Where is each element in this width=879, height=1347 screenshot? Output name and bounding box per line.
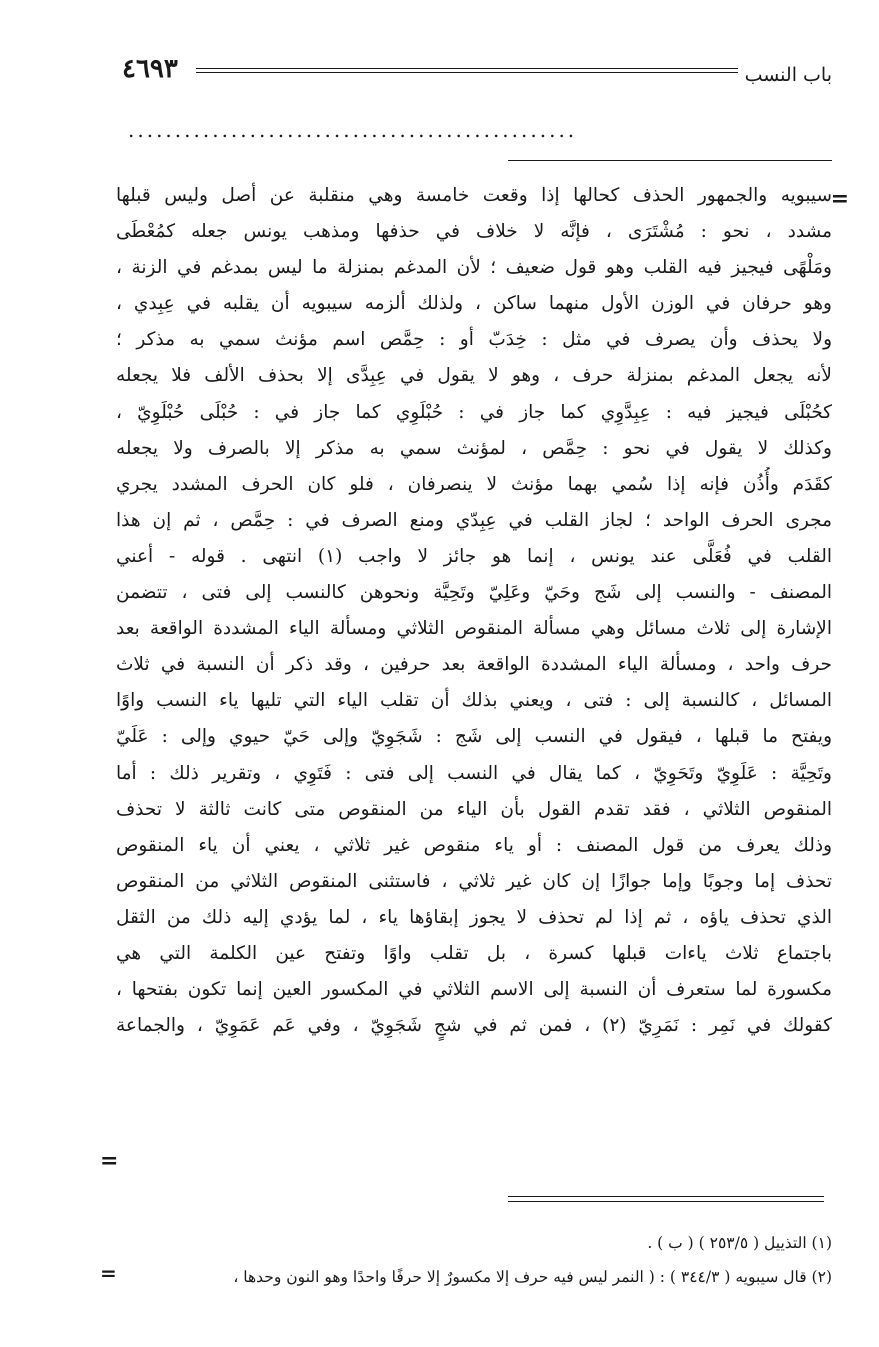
body-line: المنقوص الثلاثي ، فقد تقدم القول بأن الياء من المنقوص متى كانت ثالثة لا تحذف <box>116 798 832 820</box>
body-line: مكسورة لما ستعرف أن النسبة إلى الاسم الثلاثي في المكسور العين إنما تكون بفتحها ، <box>116 979 832 1001</box>
dotted-separator: ................................................ <box>128 118 578 142</box>
body-line: ولا يحذف وأن يصرف في مثل : خِدَبّ أو : حِمَّص اسم مؤنث سمي به مذكر ؛ <box>116 329 832 351</box>
body-line: المسائل ، كالنسبة إلى : فتى ، ويعني بذلك أن تقلب الياء التي تليها ياء النسب واوًا <box>116 690 832 712</box>
body-line: كقولك في نَمِر : نَمَرِيّ (٢) ، فمن ثم في شجٍ شَجَوِيّ ، وفي عَم عَمَوِيّ ، والجماعة <box>116 1015 832 1037</box>
page-header <box>118 52 836 88</box>
body-line: حرف واحد ، ومسألة الياء المشددة الواقعة بعد حرفين ، وقد ذكر أن النسبة في ثلاث <box>116 654 832 676</box>
body-line: المصنف - والنسب إلى شَج وحَيّ وعَلِيّ وتَحِيَّة ونحوهن كالنسب إلى فتى ، تتضمن <box>116 582 832 604</box>
body-line: ويفتح ما قبلها ، فيقول في النسب إلى شَج : شَجَوِيّ وإلى حَيّ حيوي وإلى : عَلَيّ <box>116 726 832 748</box>
page-number: ٤٦٩٣ <box>122 54 178 84</box>
body-line: الذي تحذف ياؤه ، ثم إذا لم تحذف لا يجوز إبقاؤها ياء ، لما يؤدي إليه ذلك من الثقل <box>116 906 832 928</box>
body-line: باجتماع ثلاث ياءات قبلها كسرة ، بل تقلب واوًا وتفتح عين الكلمة التي هي <box>116 942 832 964</box>
running-title: باب النسب <box>744 64 832 86</box>
footnote-rule <box>508 1196 824 1202</box>
body-line: لأنه يجعل المدغم بمنزلة حرف ، وهو لا يقول في عِبِدَّى إلا بحذف الألف فلا يجعله <box>116 365 832 387</box>
body-line: وهو حرفان في الوزن الأول منهما ساكن ، ولذلك ألزمه سيبويه أن يقلبه في عِبِدي ، <box>116 293 832 315</box>
footnotes <box>120 1226 832 1294</box>
body-line: سيبويه والجمهور الحذف كحالها إذا وقعت خامسة وهي منقلبة عن أصل وليس قبلها <box>116 185 832 206</box>
body-line: تحذف إما وجوبًا وإما جوازًا إن كان غير ثلاثي ، فاستثنى المنقوص الثلاثي من المنقوص <box>116 870 832 892</box>
body-line: القلب في فُعَلَّى عند يونس ، إنما هو جائز لا واجب (١) انتهى . قوله - أعني <box>116 545 832 567</box>
continuation-mark-footnote: = <box>100 1261 117 1285</box>
footnote: (١) التذييل ( ٢٥٣/٥ ) ( ب ) . <box>647 1234 832 1252</box>
continuation-mark-bottom: = <box>100 1148 119 1174</box>
body-line: ومَلْهًى فيجيز فيه القلب وهو قول ضعيف ؛ لأن المدغم بمنزلة ما ليس بمدغم في الزنة ، <box>116 257 832 279</box>
body-line: مشدد ، نحو : مُشْتَرَى ، فإنَّه لا خلاف في حذفها ومذهب يونس جعله كمُعْطَى <box>116 221 832 243</box>
header-rule <box>196 68 738 73</box>
body-line: الإشارة إلى ثلاث مسائل وهي مسألة المنقوص الثلاثي ومسألة الياء المشددة الواقعة بعد <box>116 618 832 640</box>
body-line: مجرى الحرف الواحد ؛ لجاز القلب في عِبِدّي ومنع الصرف في : حِمَّص ، ثم إن هذا <box>116 509 832 531</box>
continuation-mark-top: = <box>830 186 849 212</box>
body-line: وذلك يعرف من قول المصنف : أو ياء منقوص غير ثلاثي ، يعني أن ياء المنقوص <box>116 834 832 856</box>
footnote: (٢) قال سيبويه ( ٣٤٤/٣ ) : ( النمر ليس فيه حرف إلا مكسورٌ إلا حرفًا واحدًا وهو النون وحدها ، <box>233 1268 832 1286</box>
body-line: وتَحِيَّة : عَلَوِيّ وتَحَوِيّ ، كما يقال في النسب إلى فتى : فَتَوِي ، وتقرير ذلك : أما <box>116 762 832 784</box>
body-text <box>116 178 832 1044</box>
body-line: كقَدَم وأُذُن فإنه إذا سُمي بهما مؤنث لا ينصرفان ، فلو كان الحرف المشدد يجري <box>116 473 832 495</box>
body-line: كحُبْلَى فيجيز فيه : عِبِدَّوِي كما جاز في : حُبْلَوِي كما جاز في : حُبْلَى حُبْلَوِيّ ، <box>116 401 832 423</box>
section-rule <box>508 160 832 161</box>
body-line: وكذلك لا يقول في نحو : حِمَّص ، لمؤنث سمي به مذكر إلا بالصرف ولا يجعله <box>116 437 832 459</box>
